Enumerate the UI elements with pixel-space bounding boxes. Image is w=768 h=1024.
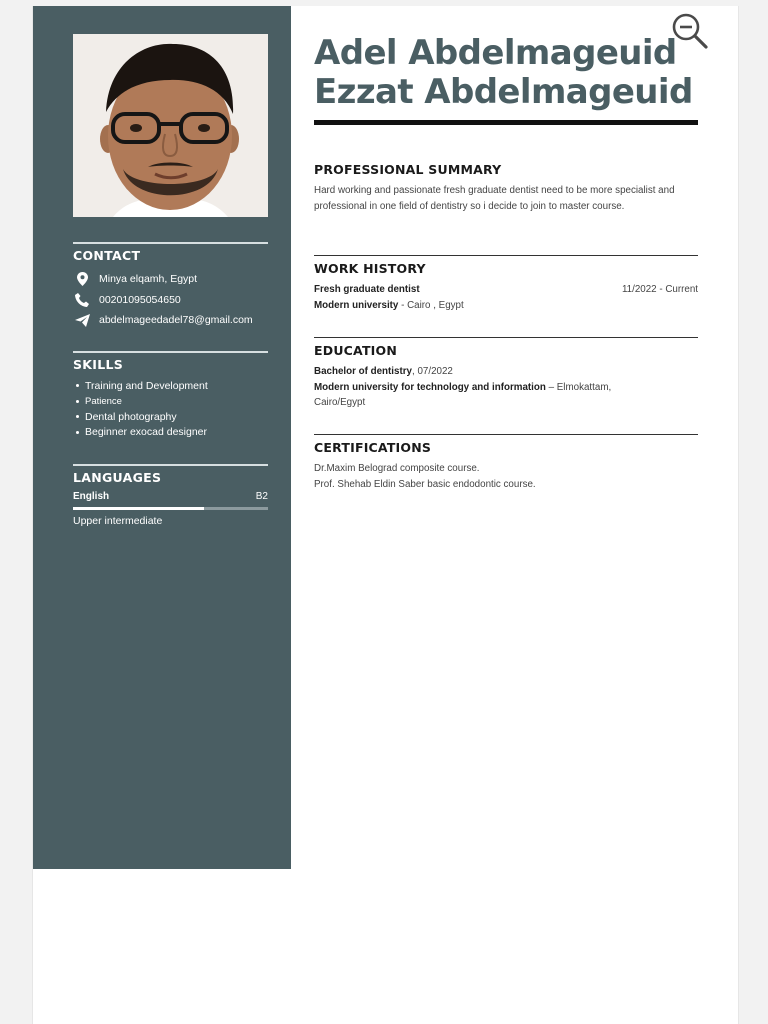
education-degree: Bachelor of dentistry [314, 366, 412, 377]
language-level-code: B2 [255, 491, 268, 502]
language-row [73, 491, 268, 502]
bullet [76, 400, 79, 403]
summary-title: PROFESSIONAL SUMMARY [314, 162, 502, 177]
certifications-title: CERTIFICATIONS [314, 440, 432, 455]
sidebar [33, 6, 291, 869]
send-icon [73, 313, 91, 327]
work-section [314, 255, 698, 313]
languages-section [73, 464, 268, 527]
summary-text: Hard working and passionate fresh graduate dentist need to be more specialist and professional in one field of dentistry so i decide to join to master course. [314, 185, 675, 212]
work-position: Fresh graduate dentist [314, 284, 420, 295]
education-school: Modern university for technology and information [314, 381, 546, 393]
zoom-out-button[interactable] [671, 12, 709, 50]
education-section [314, 337, 698, 411]
contact-email-text[interactable]: abdelmageedadel78@gmail.com [99, 314, 253, 327]
name-line-1: Adel Abdelmageuid [314, 33, 677, 73]
language-proficiency-fill [73, 507, 204, 510]
divider [73, 351, 268, 353]
skills-list [73, 378, 268, 440]
education-location: – Elmokattam, [545, 381, 612, 393]
work-dates: 11/2022 - Current [621, 284, 698, 295]
divider [314, 434, 698, 435]
candidate-name [314, 34, 693, 112]
education-school-row [314, 380, 698, 396]
work-title: WORK HISTORY [314, 261, 426, 276]
education-degree-row [314, 364, 698, 380]
location-pin-icon [73, 272, 91, 286]
list-item: Patience [73, 394, 268, 410]
profile-photo [73, 34, 268, 217]
certification-item: Prof. Shehab Eldin Saber basic endodontic course. [314, 478, 536, 490]
divider [314, 337, 698, 338]
resume-page [32, 6, 739, 1024]
work-employer-row [314, 298, 698, 314]
list-item: Dental photography [73, 409, 268, 425]
contact-location-text: Minya elqamh, Egypt [99, 273, 198, 286]
contact-location [73, 269, 268, 290]
language-name: English [73, 491, 110, 502]
divider [73, 464, 268, 466]
list-item: Training and Development [73, 378, 268, 394]
work-position-row [314, 282, 698, 298]
profile-photo-illustration [73, 34, 268, 217]
contact-title: CONTACT [73, 248, 141, 263]
skills-section [73, 351, 268, 440]
certification-item: Dr.Maxim Belograd composite course. [314, 463, 480, 474]
bullet [76, 431, 79, 434]
education-date: , 07/2022 [412, 366, 453, 377]
divider [314, 255, 698, 256]
contact-section [73, 242, 268, 331]
language-proficiency-bar [73, 507, 268, 510]
education-title: EDUCATION [314, 343, 398, 358]
skills-title: SKILLS [73, 357, 124, 372]
divider [73, 242, 268, 244]
bullet [76, 415, 79, 418]
work-location: - Cairo , Egypt [398, 299, 464, 311]
contact-email [73, 310, 268, 331]
contact-phone-text[interactable]: 00201095054650 [99, 293, 181, 306]
name-underline [314, 120, 698, 125]
certifications-section [314, 434, 698, 492]
list-item: Beginner exocad designer [73, 425, 268, 441]
language-description: Upper intermediate [73, 515, 163, 527]
summary-section [314, 162, 698, 214]
languages-title: LANGUAGES [73, 470, 162, 485]
work-employer: Modern university [314, 299, 399, 311]
contact-phone [73, 290, 268, 311]
phone-icon [73, 293, 91, 307]
name-line-2: Ezzat Abdelmageuid [314, 72, 693, 112]
zoom-out-icon [671, 12, 709, 50]
bullet [76, 384, 79, 387]
education-location-row: Cairo/Egypt [314, 397, 366, 408]
